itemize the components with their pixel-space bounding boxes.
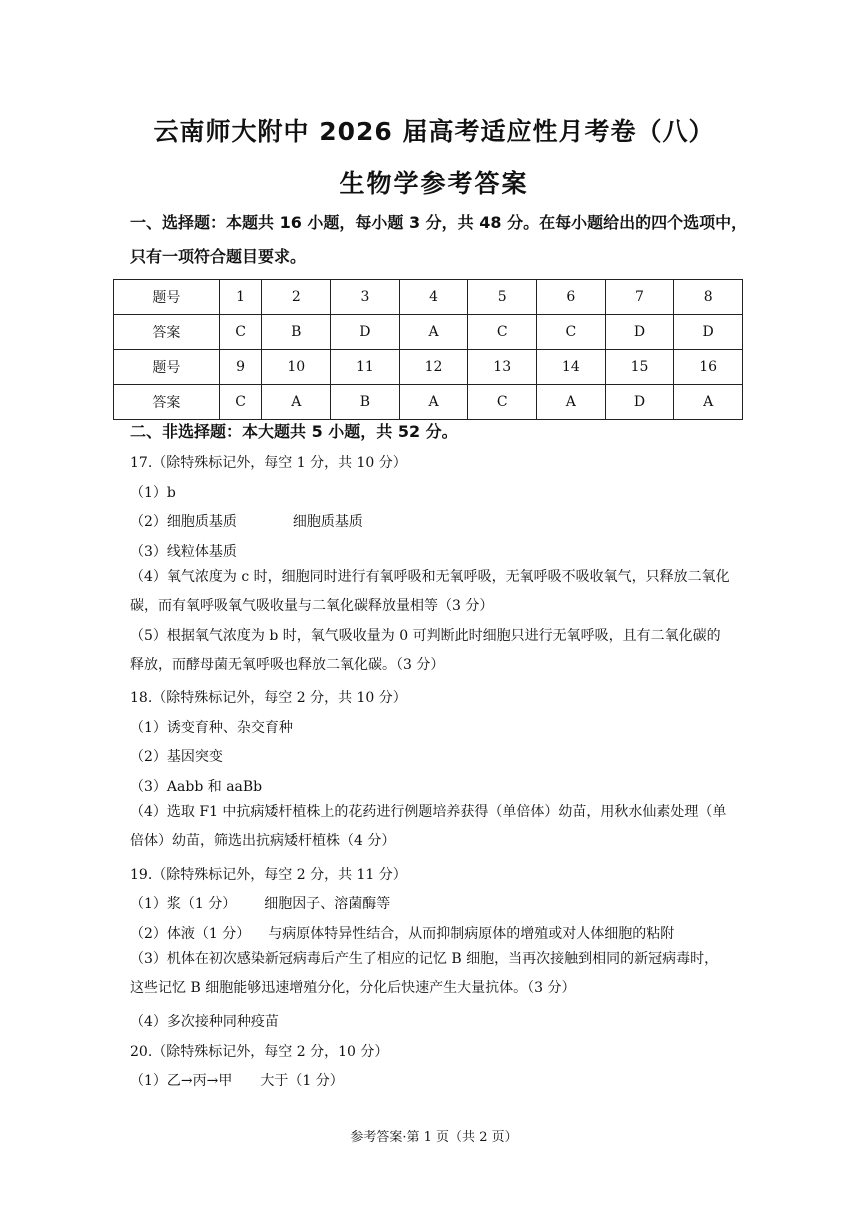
- answer-cell: D: [331, 315, 400, 350]
- table-row: [114, 385, 743, 420]
- question-number: 7: [605, 280, 674, 315]
- question-number: 11: [331, 350, 400, 385]
- document-title: 云南师大附中 2026 届高考适应性月考卷（八）: [153, 117, 715, 146]
- table-row: [114, 350, 743, 385]
- answer-cell: C: [219, 385, 262, 420]
- q19-answer-3: （3）机体在初次感染新冠病毒后产生了相应的记忆 B 细胞，当再次接触到相同的新冠病毒时，这些记忆 B 细胞能够迅速增殖分化，分化后快速产生大量抗体。（3 分）: [130, 951, 719, 996]
- answer-cell: D: [674, 315, 743, 350]
- question-number: 4: [399, 280, 468, 315]
- answer-cell: D: [605, 385, 674, 420]
- answer-cell: B: [331, 385, 400, 420]
- answer-cell: A: [262, 385, 331, 420]
- answer-table: [113, 279, 743, 420]
- q19-answer-2a: （2）体液（1 分）: [130, 926, 251, 942]
- q19-heading: 19.（除特殊标记外，每空 2 分，共 11 分）: [130, 867, 407, 883]
- table-row: [114, 315, 743, 350]
- table-row: [114, 280, 743, 315]
- q18-answer-1: （1）诱变育种、杂交育种: [130, 720, 293, 736]
- q20-answer-1: [130, 1070, 730, 1090]
- question-number: 1: [219, 280, 262, 315]
- q20-answer-1b: 大于（1 分）: [260, 1073, 344, 1089]
- question-number: 10: [262, 350, 331, 385]
- question-number: 5: [468, 280, 537, 315]
- answer-cell: A: [537, 385, 606, 420]
- question-number: 12: [399, 350, 468, 385]
- question-number: 6: [537, 280, 606, 315]
- answer-cell: C: [537, 315, 606, 350]
- q17-answer-2: [130, 511, 730, 531]
- q17-answer-4: （4）氧气浓度为 c 时，细胞同时进行有氧呼吸和无氧呼吸，无氧呼吸不吸收氧气，只释放二氧化碳，而有氧呼吸氧气吸收量与二氧化碳释放量相等（3 分）: [130, 569, 730, 614]
- page-footer: 参考答案·第 1 页（共 2 页）: [350, 1130, 518, 1145]
- q20-heading: 20.（除特殊标记外，每空 2 分，10 分）: [130, 1044, 389, 1060]
- answer-cell: B: [262, 315, 331, 350]
- answer-cell: C: [468, 315, 537, 350]
- q17-heading: 17.（除特殊标记外，每空 1 分，共 10 分）: [130, 455, 407, 471]
- q18-answer-2: （2）基因突变: [130, 749, 223, 765]
- answer-cell: A: [674, 385, 743, 420]
- question-number-label: 题号: [114, 350, 220, 385]
- section2-heading: 二、非选择题：本大题共 5 小题，共 52 分。: [130, 422, 458, 441]
- q18-answer-4: （4）选取 F1 中抗病矮杆植株上的花药进行例题培养获得（单倍体）幼苗，用秋水仙素处理（单倍体）幼苗，筛选出抗病矮杆植株（4 分）: [130, 804, 727, 849]
- question-number: 2: [262, 280, 331, 315]
- q17-answer-2a: （2）细胞质基质: [130, 514, 237, 530]
- question-number: 13: [468, 350, 537, 385]
- q19-answer-1a: （1）浆（1 分）: [130, 896, 237, 912]
- q17-answer-1: （1）b: [130, 485, 176, 501]
- question-number: 15: [605, 350, 674, 385]
- q17-answer-5: （5）根据氧气浓度为 b 时，氧气吸收量为 0 可判断此时细胞只进行无氧呼吸，且有二氧化碳的释放，而酵母菌无氧呼吸也释放二氧化碳。（3 分）: [130, 628, 721, 673]
- question-number-label: 题号: [114, 280, 220, 315]
- answer-label: 答案: [114, 315, 220, 350]
- question-number: 8: [674, 280, 743, 315]
- answer-cell: A: [399, 385, 468, 420]
- q17-answer-3: （3）线粒体基质: [130, 544, 237, 560]
- question-number: 3: [331, 280, 400, 315]
- answer-cell: C: [219, 315, 262, 350]
- section1-heading: 一、选择题：本题共 16 小题，每小题 3 分，共 48 分。在每小题给出的四个选项中，只有一项符合题目要求。: [130, 213, 748, 266]
- q19-answer-4: （4）多次接种同种疫苗: [130, 1014, 279, 1030]
- q17-answer-2b: 细胞质基质: [292, 514, 363, 530]
- question-number: 14: [537, 350, 606, 385]
- q18-heading: 18.（除特殊标记外，每空 2 分，共 10 分）: [130, 690, 407, 706]
- q20-answer-1a: （1）乙→丙→甲: [130, 1073, 233, 1089]
- answer-cell: D: [605, 315, 674, 350]
- answer-cell: C: [468, 385, 537, 420]
- q19-answer-1b: 细胞因子、溶菌酶等: [264, 896, 391, 912]
- q19-answer-1: [130, 893, 730, 913]
- q18-answer-3: （3）Aabb 和 aaBb: [130, 779, 263, 795]
- question-number: 9: [219, 350, 262, 385]
- answer-label: 答案: [114, 385, 220, 420]
- question-number: 16: [674, 350, 743, 385]
- document-subtitle: 生物学参考答案: [339, 169, 529, 198]
- answer-cell: A: [399, 315, 468, 350]
- q19-answer-2b: 与病原体特异性结合，从而抑制病原体的增殖或对人体细胞的粘附: [268, 926, 675, 942]
- q19-answer-2: [130, 923, 730, 943]
